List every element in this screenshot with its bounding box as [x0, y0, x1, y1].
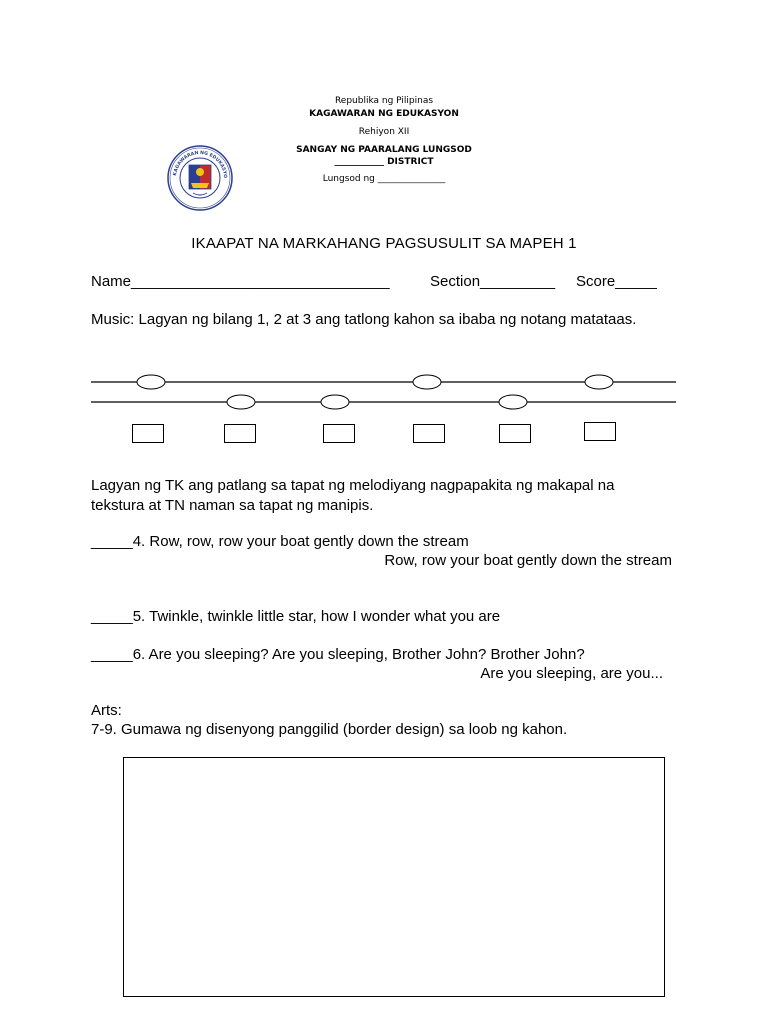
border-design-box[interactable] — [123, 757, 665, 997]
item-5-line1: _____5. Twinkle, twinkle little star, how I wonder what you are — [91, 608, 501, 625]
note-high-2 — [413, 375, 441, 389]
texture-instruction: Lagyan ng TK ang patlang sa tapat ng melodiyang nagpapakita ng makapal na tekstura at TN naman sa tapat ng manipis. — [91, 477, 615, 514]
answer-box-6[interactable] — [584, 422, 616, 441]
item-6-line1: _____6. Are you sleeping? Are you sleeping, Brother John? Brother John? — [91, 646, 585, 663]
arts-heading: Arts: — [91, 702, 122, 719]
music-instruction: Music: Lagyan ng bilang 1, 2 at 3 ang tatlong kahon sa ibaba ng notang matataas. — [91, 311, 637, 328]
item-4-line1: _____4. Row, row, row your boat gently down the stream — [91, 533, 469, 550]
item-6-line2: Are you sleeping, are you... — [480, 665, 663, 682]
item-4-line2: Row, row your boat gently down the stream — [384, 552, 672, 569]
answer-box-1[interactable] — [132, 424, 164, 443]
arts-instruction: 7-9. Gumawa ng disenyong panggilid (border design) sa loob ng kahon. — [91, 721, 568, 738]
answer-box-3[interactable] — [323, 424, 355, 443]
answer-box-4[interactable] — [413, 424, 445, 443]
answer-box-5[interactable] — [499, 424, 531, 443]
answer-box-2[interactable] — [224, 424, 256, 443]
header-department: KAGAWARAN NG EDUKASYON — [309, 109, 459, 119]
seal-text: KAGAWARAN NG EDUKASYO — [173, 150, 228, 179]
score-field[interactable]: Score_____ — [576, 273, 657, 290]
note-high-3 — [585, 375, 613, 389]
section-field[interactable]: Section_________ — [430, 273, 556, 290]
note-high-1 — [137, 375, 165, 389]
name-field[interactable]: Name_______________________________ — [91, 273, 390, 290]
exam-title: IKAAPAT NA MARKAHANG PAGSUSULIT SA MAPEH 1 — [191, 235, 577, 252]
header-division: SANGAY NG PAARALANG LUNGSOD — [296, 145, 472, 155]
note-low-1 — [227, 395, 255, 409]
note-low-2 — [321, 395, 349, 409]
header-republic: Republika ng Pilipinas — [334, 96, 434, 106]
header-district: ___________ DISTRICT — [334, 157, 434, 167]
note-low-3 — [499, 395, 527, 409]
header-region: Rehiyon XII — [358, 127, 410, 137]
header-city: Lungsod ng _______________ — [322, 174, 446, 184]
music-staff — [0, 360, 768, 420]
